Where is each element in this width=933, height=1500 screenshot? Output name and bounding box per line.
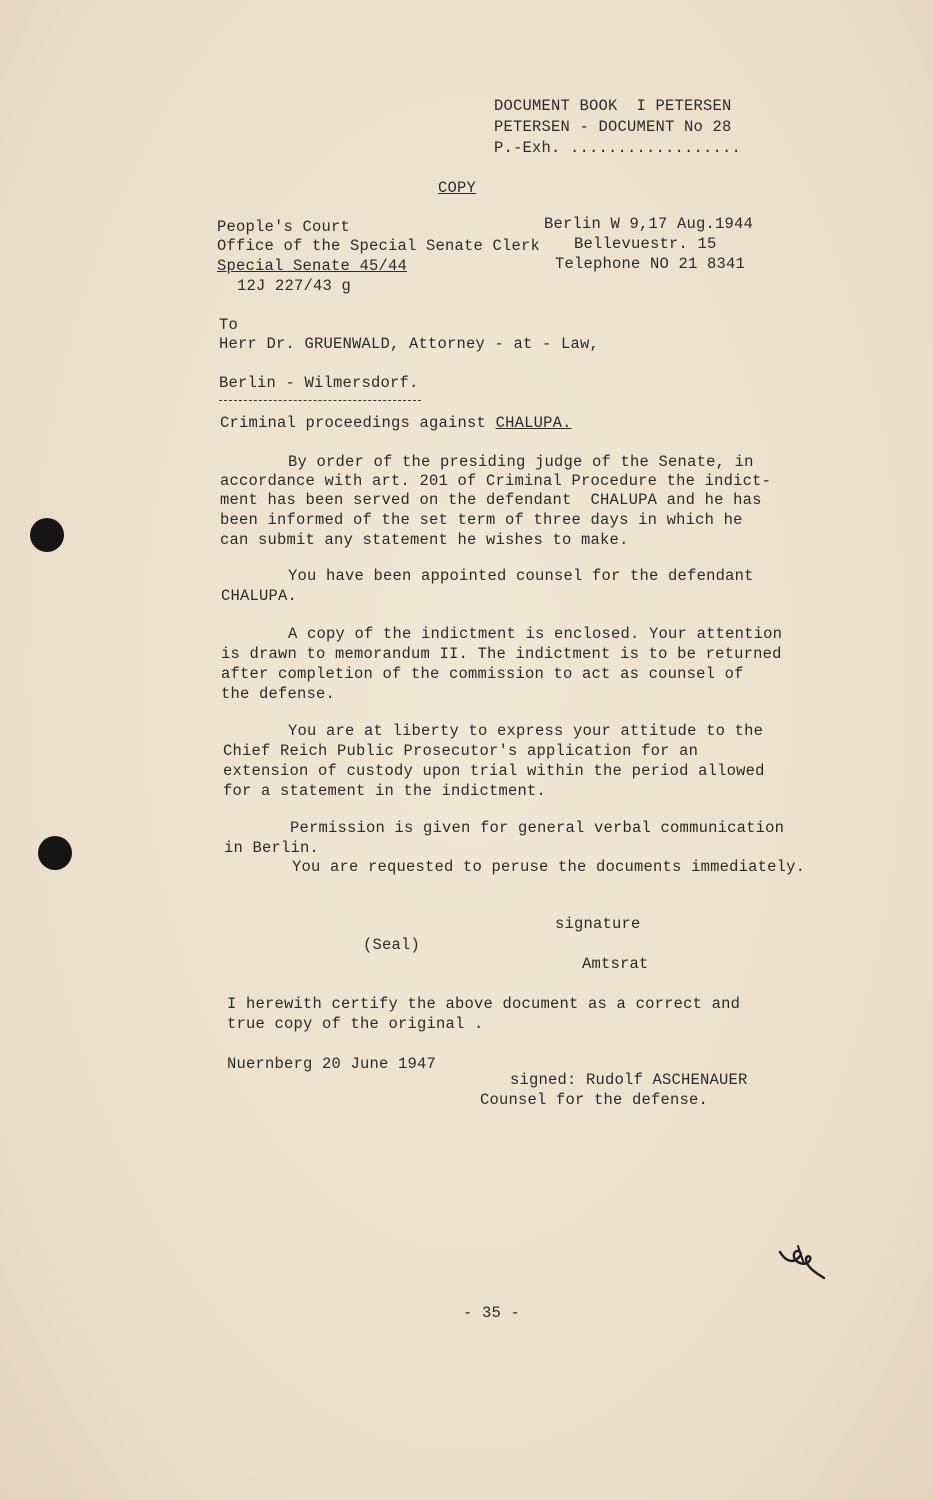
- sender-court: People's Court: [217, 218, 351, 236]
- punch-hole-bottom: [38, 836, 72, 870]
- p3-line: A copy of the indictment is enclosed. Your attention: [288, 625, 783, 643]
- seal-label: (Seal): [363, 936, 421, 954]
- p1-line: been informed of the set term of three days in which he: [220, 511, 743, 529]
- separator-rule: [219, 400, 421, 401]
- subject-text: Criminal proceedings against: [220, 414, 487, 432]
- header-line-3: P.-Exh. ..................: [494, 139, 742, 157]
- cert-signed: signed: Rudolf ASCHENAUER: [510, 1071, 748, 1089]
- p1-line: ment has been served on the defendant CHALUPA and he has: [220, 491, 762, 509]
- signature-label: signature: [555, 915, 641, 933]
- p3-line: is drawn to memorandum II. The indictment is to be returned: [221, 645, 782, 663]
- p3-line: after completion of the commission to act as counsel of: [221, 665, 744, 683]
- sender-reference: 12J 227/43 g: [237, 277, 352, 295]
- sender-senate: Special Senate 45/44: [217, 257, 408, 275]
- p1-line: accordance with art. 201 of Criminal Procedure the indict-: [220, 472, 772, 490]
- p3-line: the defense.: [221, 685, 336, 703]
- recipient-to: To: [219, 316, 239, 334]
- recipient-city: Berlin - Wilmersdorf.: [219, 374, 419, 392]
- p4-line: Chief Reich Public Prosecutor's application for an: [223, 742, 699, 760]
- p4-line: for a statement in the indictment.: [223, 782, 547, 800]
- cert-line: I herewith certify the above document as a correct and: [227, 995, 741, 1013]
- header-line-1: DOCUMENT BOOK I PETERSEN: [494, 97, 732, 115]
- p5-line: in Berlin.: [224, 839, 320, 857]
- recipient-name: Herr Dr. GRUENWALD, Attorney - at - Law,: [219, 335, 600, 353]
- paragraph-6: You are requested to peruse the documents immediately.: [292, 858, 806, 876]
- p2-line: You have been appointed counsel for the defendant: [288, 567, 754, 585]
- subject-line: [220, 413, 572, 433]
- p1-line: can submit any statement he wishes to make.: [220, 531, 629, 549]
- copy-label: COPY: [438, 179, 477, 197]
- p5-line: Permission is given for general verbal communication: [290, 819, 785, 837]
- cert-role: Counsel for the defense.: [480, 1091, 709, 1109]
- p4-line: extension of custody upon trial within the period allowed: [223, 762, 765, 780]
- place-date: Berlin W 9,17 Aug.1944: [544, 215, 754, 233]
- signer-title: Amtsrat: [582, 955, 649, 973]
- page-number: - 35 -: [463, 1304, 521, 1322]
- p1-line: By order of the presiding judge of the Senate, in: [288, 453, 754, 471]
- sender-office: Office of the Special Senate Clerk: [217, 237, 541, 255]
- street-address: Bellevuestr. 15: [574, 235, 717, 253]
- telephone: Telephone NO 21 8341: [555, 255, 746, 273]
- cert-place-date: Nuernberg 20 June 1947: [227, 1055, 437, 1073]
- p4-line: You are at liberty to express your attitude to the: [288, 722, 764, 740]
- cert-line: true copy of the original .: [227, 1015, 484, 1033]
- handwritten-initials-mark: [776, 1240, 828, 1284]
- subject-name: CHALUPA.: [495, 414, 572, 432]
- p2-line: CHALUPA.: [221, 587, 298, 605]
- punch-hole-top: [30, 518, 64, 552]
- header-line-2: PETERSEN - DOCUMENT No 28: [494, 118, 732, 136]
